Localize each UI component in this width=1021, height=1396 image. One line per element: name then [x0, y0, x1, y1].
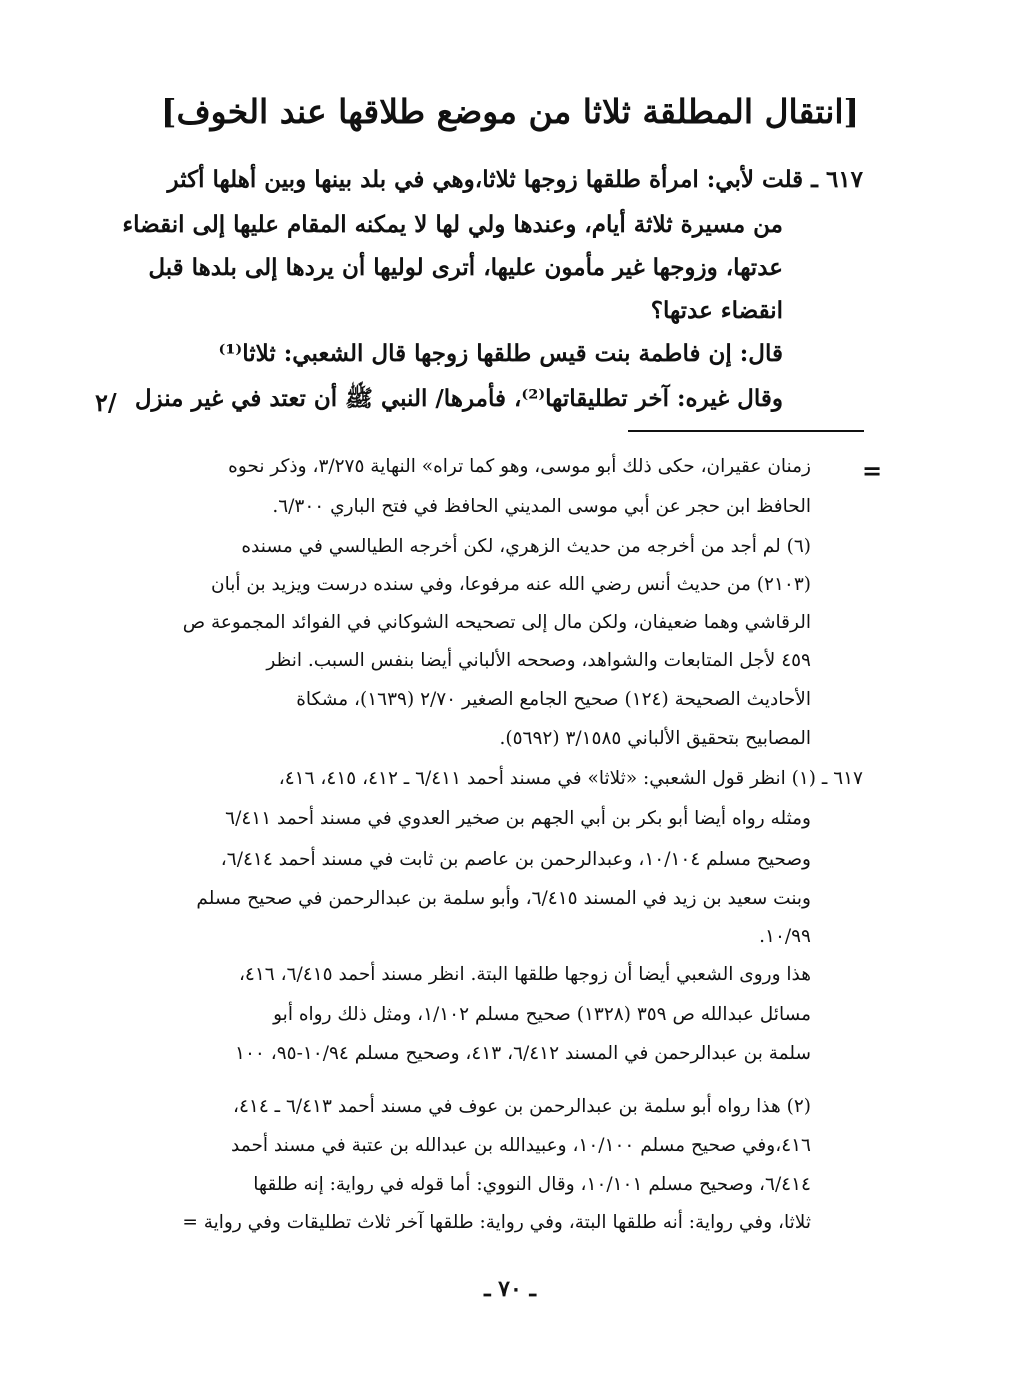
- footnote-continuation-mark: =: [862, 456, 883, 485]
- footnote-line: الرقاشي وهما ضعيفان، ولكن مال إلى تصحيحه الشوكاني في الفوائد المجموعة ص: [182, 612, 811, 633]
- footnote-line: المصابيح بتحقيق الألباني ٣/١٥٨٥ (٥٦٩٢).: [499, 728, 811, 749]
- footnote-line: ٦/٤١٤، وصحيح مسلم ١٠/١٠١، وقال النووي: أما قوله في رواية: إنه طلقها: [253, 1174, 811, 1195]
- footnote-line: الأحاديث الصحيحة (١٢٤) صحيح الجامع الصغير ٢/٧٠ (١٦٣٩)، مشكاة: [296, 689, 811, 710]
- footnote-line: ومثله رواه أيضا أبو بكر بن أبي الجهم بن صخير العدوي في مسند أحمد ٦/٤١١: [225, 808, 811, 829]
- footnote-line: ٦١٧ ـ (١) انظر قول الشعبي: «ثلاثا» في مسند أحمد ٦/٤١١ ـ ٤١٢، ٤١٥، ٤١٦،: [278, 768, 863, 789]
- main-text-line: قال: إن فاطمة بنت قيس طلقها زوجها قال الشعبي: ثلاثا⁽¹⁾: [218, 340, 783, 367]
- footnote-line: ٤٥٩ لأجل المتابعات والشواهد، وصححه الألباني أيضا بنفس السبب. انظر: [266, 650, 811, 671]
- footnote-line: هذا وروى الشعبي أيضا أن زوجها طلقها البتة. انظر مسند أحمد ٦/٤١٥، ٤١٦،: [238, 964, 811, 985]
- main-text-line: ٦١٧ ـ قلت لأبي: امرأة طلقها زوجها ثلاثا،وهي في بلد بينها وبين أهلها أكثر: [167, 166, 863, 193]
- footnote-line: مسائل عبدالله ص ٣٥٩ (١٣٢٨) صحيح مسلم ١/١٠٢، ومثل ذلك رواه أبو: [273, 1004, 811, 1025]
- footnote-line: الحافظ ابن حجر عن أبي موسى المديني الحافظ في فتح الباري ٦/٣٠٠.: [272, 496, 811, 517]
- footnote-line: ٤١٦،وفي صحيح مسلم ١٠/١٠٠، وعبيدالله بن عبدالله بن عتبة في مسند أحمد: [231, 1135, 811, 1156]
- footnote-line: ١٠/٩٩.: [759, 926, 811, 947]
- footnote-line: (٢١٠٣) من حديث أنس رضي الله عنه مرفوعا، وفي سنده درست ويزيد بن أبان: [211, 574, 811, 595]
- footnote-line: (٢) هذا رواه أبو سلمة بن عبدالرحمن بن عوف في مسند أحمد ٦/٤١٣ ـ ٤١٤،: [232, 1096, 811, 1117]
- page-number: ـ ٧٠ ـ: [484, 1276, 536, 1302]
- footnote-line: وصحيح مسلم ١٠/١٠٤، وعبدالرحمن بن عاصم بن ثابت في مسند أحمد ٦/٤١٤،: [220, 849, 811, 870]
- chapter-title: [انتقال المطلقة ثلاثا من موضع طلاقها عند الخوف]: [160, 92, 860, 131]
- volume-page-marker: ٢/: [95, 388, 117, 417]
- footnote-line: وبنت سعيد بن زيد في المسند ٦/٤١٥، وأبو سلمة بن عبدالرحمن في صحيح مسلم: [196, 888, 811, 909]
- main-text-line: وقال غيره: آخر تطليقاتها⁽²⁾، فأمرها/ النبي ﷺ أن تعتد في غير منزل: [134, 385, 783, 412]
- footnote-line: سلمة بن عبدالرحمن في المسند ٦/٤١٢، ٤١٣، وصحيح مسلم ١٠/٩٤-٩٥، ١٠٠: [235, 1043, 811, 1064]
- main-text-line: عدتها، وزوجها غير مأمون عليها، أترى لوليها أن يردها إلى بلدها قبل: [148, 254, 783, 281]
- main-text-line: من مسيرة ثلاثة أيام، وعندها ولي لها لا يمكنه المقام عليها إلى انقضاء: [122, 211, 783, 238]
- main-text-line: انقضاء عدتها؟: [650, 297, 783, 324]
- footnote-line: زمنان عقيران، حكى ذلك أبو موسى، وهو كما تراه» النهاية ٣/٢٧٥، وذكر نحوه: [228, 456, 811, 477]
- footnote-separator: [628, 430, 864, 432]
- footnote-line: (٦) لم أجد من أخرجه من حديث الزهري، لكن أخرجه الطيالسي في مسنده: [241, 536, 811, 557]
- footnote-line: ثلاثا، وفي رواية: أنه طلقها البتة، وفي رواية: طلقها آخر ثلاث تطليقات وفي رواية =: [182, 1212, 811, 1233]
